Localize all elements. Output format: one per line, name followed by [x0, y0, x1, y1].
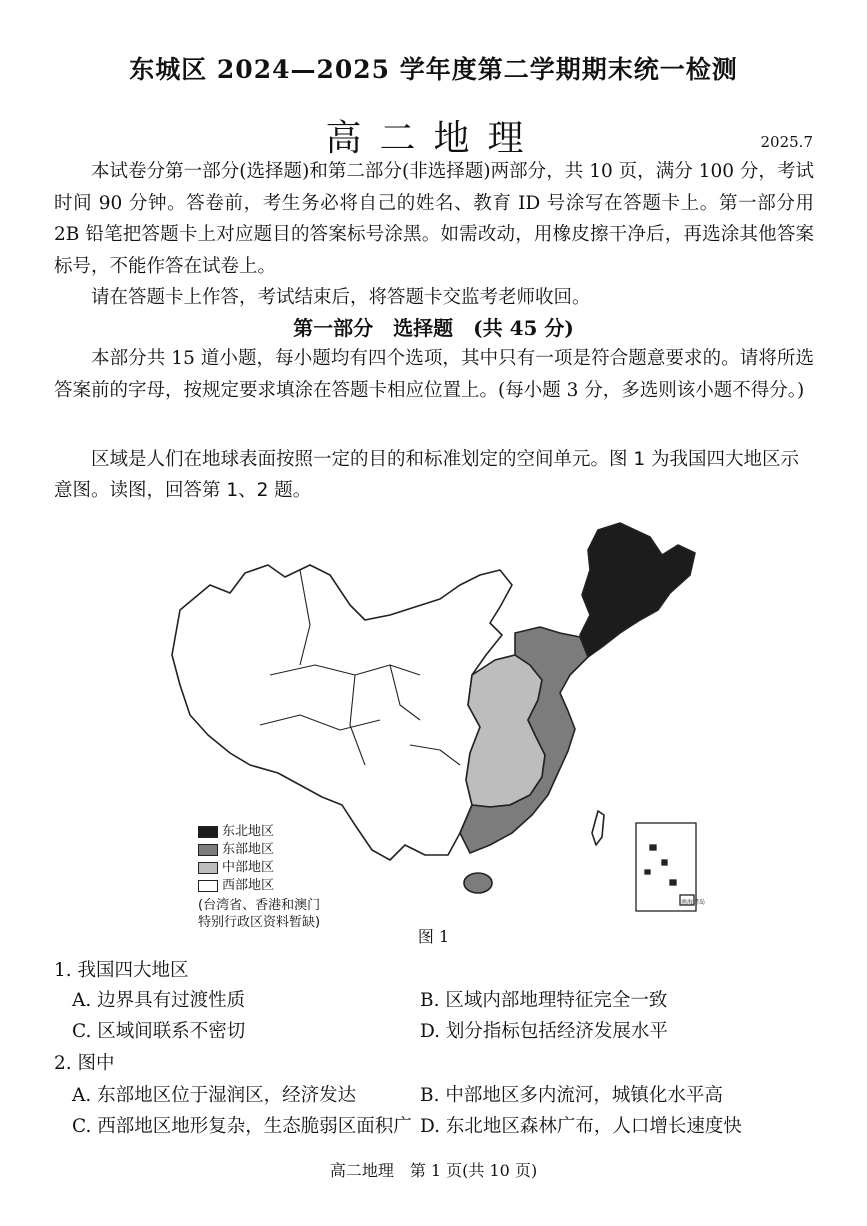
legend-swatch-eastern [198, 844, 218, 856]
legend-item: 东部地区 [198, 841, 320, 859]
legend-swatch-northeast [198, 826, 218, 838]
question-1-option-b[interactable]: B. 区域内部地理特征完全一致 [420, 990, 668, 1011]
legend-item: 中部地区 [198, 859, 320, 877]
instruction-paragraph: 请在答题卡上作答，考试结束后，将答题卡交监考老师收回。 [91, 287, 591, 308]
question-1-option-d[interactable]: D. 划分指标包括经济发展水平 [420, 1021, 668, 1042]
subject-title: 高二地理 [325, 118, 542, 159]
legend-swatch-western [198, 880, 218, 892]
question-2-option-b[interactable]: B. 中部地区多内流河，城镇化水平高 [420, 1085, 723, 1106]
instructions [54, 156, 814, 314]
hainan-island [464, 873, 492, 893]
question-1-stem: 1. 我国四大地区 [54, 960, 189, 981]
question-2-stem: 2. 图中 [54, 1053, 115, 1074]
exam-date: 2025.7 [760, 133, 813, 151]
legend-note: (台湾省、香港和澳门 特别行政区资料暂缺) [198, 898, 321, 930]
south-sea-inset [636, 823, 696, 911]
question-2-option-d[interactable]: D. 东北地区森林广布，人口增长速度快 [420, 1116, 742, 1137]
section-intro: 本部分共 15 道小题，每小题均有四个选项，其中只有一项是符合题意要求的。请将所选答案前的字母，按规定要求填涂在答题卡相应位置上。(每小题 3 分，多选则该小题不得分。) [54, 348, 814, 401]
map-legend [198, 823, 320, 931]
question-2-option-c[interactable]: C. 西部地区地形复杂，生态脆弱区面积广 [72, 1116, 412, 1137]
legend-item: 西部地区 [198, 877, 320, 895]
taiwan-island [592, 811, 604, 845]
northeast-region [580, 523, 695, 657]
inset-label: 南海诸岛 [681, 899, 706, 906]
figure-caption: 图 1 [417, 927, 450, 946]
exam-title: 东城区 2024—2025 学年度第二学期期末统一检测 [129, 55, 738, 84]
question-stimulus: 区域是人们在地球表面按照一定的目的和标准划定的空间单元。图 1 为我国四大地区示意图。读图，回答第 1、2 题。 [54, 449, 800, 501]
section-title: 第一部分 选择题 (共 45 分) [293, 316, 574, 340]
legend-swatch-central [198, 862, 218, 874]
western-region [172, 565, 512, 860]
page-footer: 高二地理 第 1 页(共 10 页) [329, 1161, 538, 1180]
question-1-option-a[interactable]: A. 边界具有过渡性质 [72, 990, 246, 1011]
instruction-paragraph: 本试卷分第一部分(选择题)和第二部分(非选择题)两部分，共 10 页，满分 100 分，考试时间 90 分钟。答卷前，考生务必将自己的姓名、教育 ID 号涂写在答题卡上。第一部分用 2B 铅笔把答题卡上对应题目的答案标号涂黑。如需改动，用橡皮擦干净后，再选涂其他答案标号，不能作答在试卷上。 [54, 161, 814, 277]
legend-item: 东北地区 [198, 823, 320, 841]
question-2-option-a[interactable]: A. 东部地区位于湿润区，经济发达 [72, 1085, 357, 1106]
question-1-option-c[interactable]: C. 区域间联系不密切 [72, 1021, 246, 1042]
